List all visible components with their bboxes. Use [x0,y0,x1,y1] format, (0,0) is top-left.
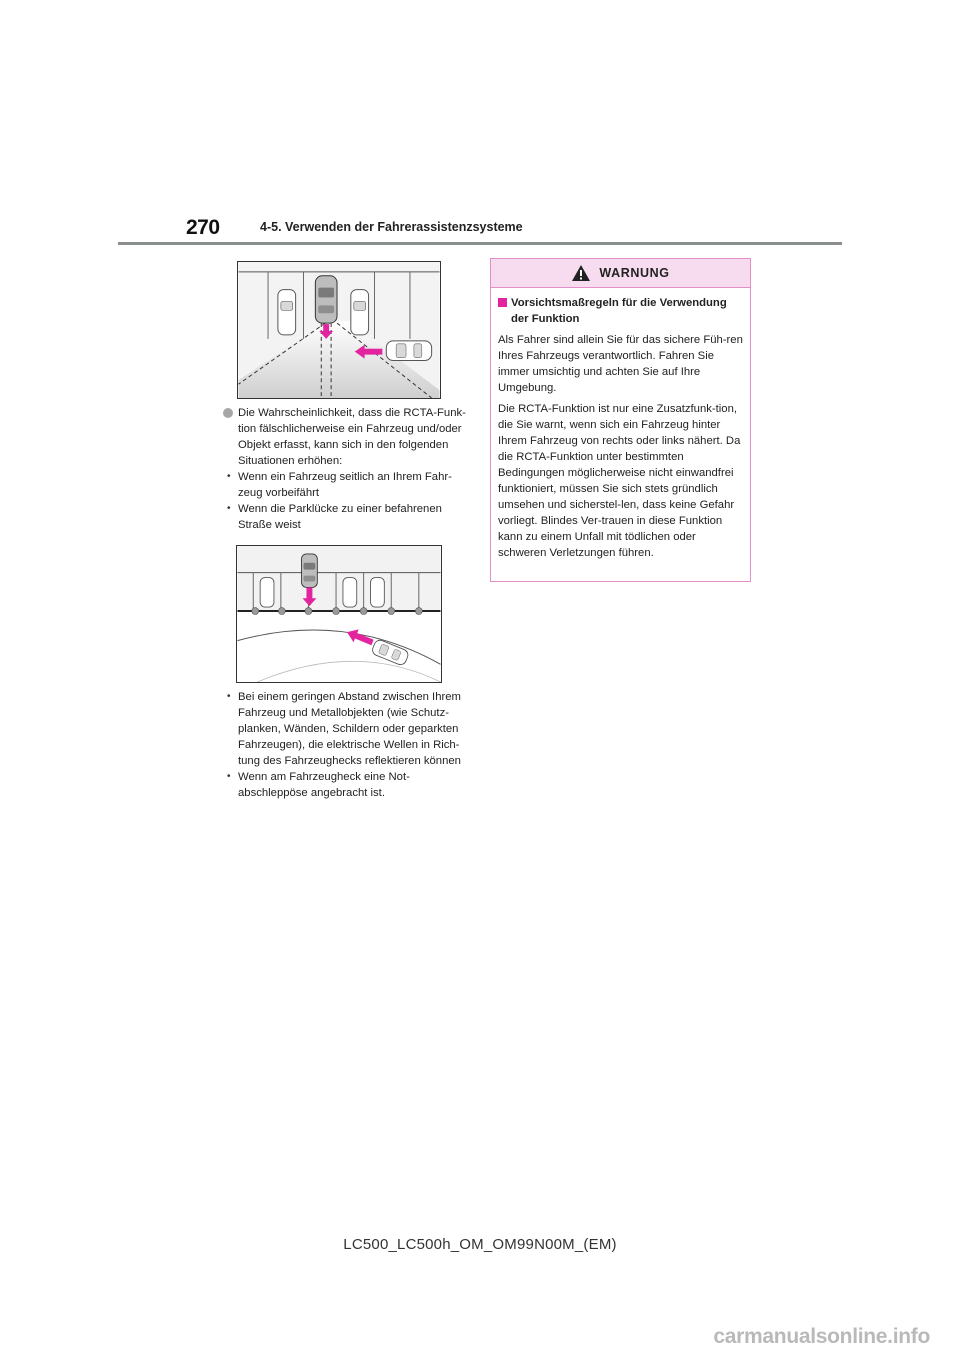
situations-list-continued [224,689,470,801]
warning-paragraph: Die RCTA-Funktion ist nur eine Zusatzfunk-tion, die Sie warnt, wenn sich ein Fahrzeug hinter Ihrem Fahrzeug von rechts oder links nähert. Da die RCTA-Funktion unter bestimmten Bedingungen möglicherweise nicht einwandfrei funktioniert, müssen Sie sich stets gründlich umsehen und sicherstel-len, dass keine Gefahr vorliegt. Blindes Ver-trauen in diese Funktion kann zu einem Unfall mit tödlichen oder schweren Verletzungen führen. [498,403,741,559]
header-rule [118,242,842,245]
list-item: • Wenn die Parklücke zu einer befahrenen Straße weist [224,501,470,533]
main-bullet-item [224,405,470,469]
warning-box [490,258,751,582]
section-title: 4-5. Verwenden der Fahrerassistenzsysteme [260,220,523,234]
main-bullet-text: Die Wahrscheinlichkeit, dass die RCTA-Funk-tion fälschlicherweise ein Fahrzeug und/oder Objekt erfasst, kann sich in den folgenden Situationen erhöhen: [238,407,466,467]
watermark-logo: carmanualsonline.info [713,1325,930,1348]
parking-diagram-1 [238,262,440,398]
parking-diagram-2 [237,546,441,682]
magenta-square-icon [498,298,507,307]
warning-paragraph: Als Fahrer sind allein Sie für das sichere Füh-ren Ihres Fahrzeugs verantwortlich. Fahren Sie immer umsichtig und achten Sie auf Ihre Umgebung. [498,334,743,394]
list-item: • Wenn ein Fahrzeug seitlich an Ihrem Fahr-zeug vorbeifährt [224,469,470,501]
warning-triangle-icon [571,264,591,282]
warning-body [491,288,750,561]
page-number: 270 [186,216,220,239]
list-item: • Bei einem geringen Abstand zwischen Ihrem Fahrzeug und Metallobjekten (wie Schutz-planken, Wänden, Schildern oder geparkten Fahrzeugen), die elektrische Wellen in Rich-tung des Fahrzeughecks reflektieren können [224,689,470,769]
gray-circle-bullet-icon [223,408,233,418]
warning-header [491,259,750,288]
warning-heading-text: Vorsichtsmaßregeln für die Verwendung der Funktion [511,297,727,325]
warning-heading [498,295,743,327]
figure-parking-busy-road [236,545,442,683]
list-item: • Wenn am Fahrzeugheck eine Not-abschleppöse angebracht ist. [224,769,470,801]
warning-title: WARNUNG [599,266,670,280]
footer-model-code: LC500_LC500h_OM_OM99N00M_(EM) [343,1236,617,1253]
figure-parking-side-vehicle [237,261,441,399]
situations-list [224,405,470,533]
